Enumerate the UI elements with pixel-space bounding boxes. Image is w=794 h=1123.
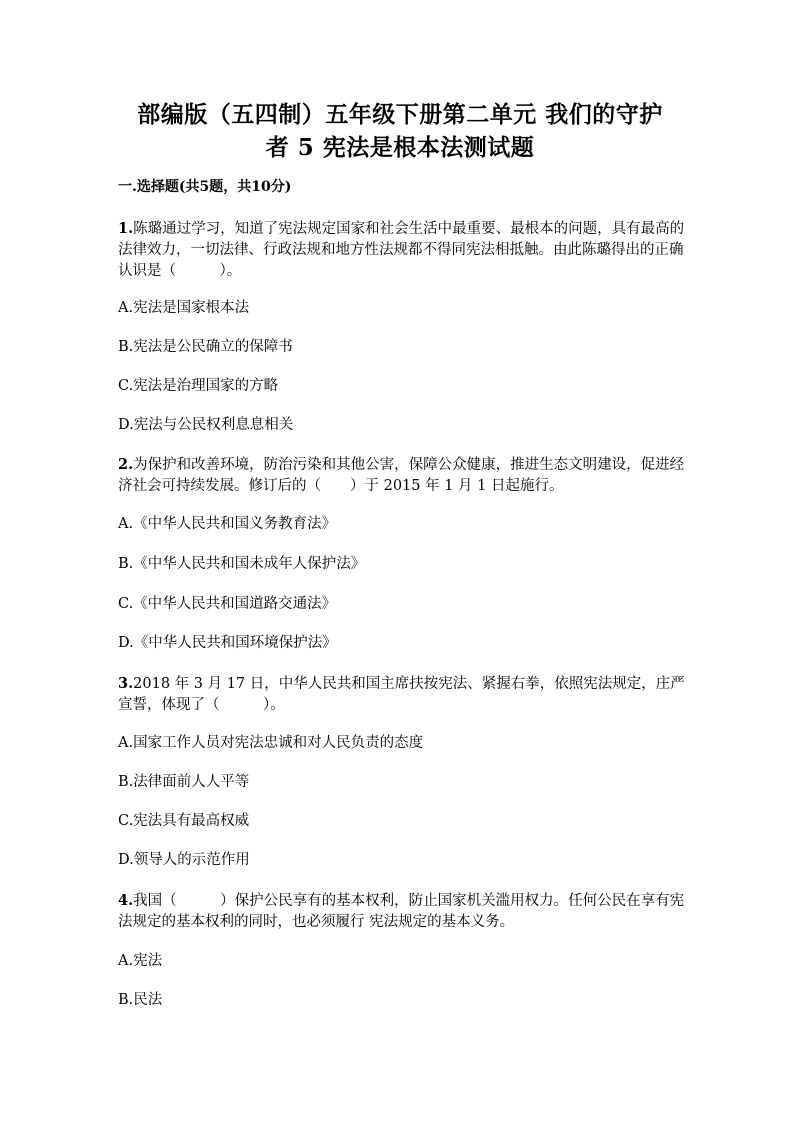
- title-line-1: 部编版（五四制）五年级下册第二单元 我们的守护: [137, 101, 663, 128]
- option-3a: A.国家工作人员对宪法忠诚和对人民负责的态度: [118, 735, 424, 751]
- option-4b: B.民法: [118, 992, 163, 1008]
- option-1d: D.宪法与公民权利息息相关: [118, 417, 294, 433]
- question-number: 1.: [118, 220, 134, 237]
- option-3d: D.领导人的示范作用: [118, 852, 250, 868]
- document-title: [100, 98, 700, 164]
- question-3: [118, 673, 686, 716]
- question-4: [118, 890, 686, 933]
- title-line-2: 者 5 宪法是根本法测试题: [265, 134, 535, 161]
- section-heading: 一.选择题(共5题，共10分): [118, 179, 292, 195]
- option-2d: D.《中华人民共和国环境保护法》: [118, 635, 337, 651]
- question-stem: 我国（ ）保护公民享有的基本权利，防止国家机关滥用权力。任何公民在享有宪法规定的基本权利的同时，也必须履行 宪法规定的基本义务。: [118, 893, 685, 930]
- question-stem: 陈璐通过学习，知道了宪法规定国家和社会生活中最重要、最根本的问题，具有最高的法律效力，一切法律、行政法规和地方性法规都不得同宪法相抵触。由此陈璐得出的正确认识是（ ）。: [118, 221, 685, 279]
- question-stem: 为保护和改善环境，防治污染和其他公害，保障公众健康，推进生态文明建设，促进经济社会可持续发展。修订后的（ ）于 2015 年 1 月 1 日起施行。: [118, 457, 685, 494]
- option-2a: A.《中华人民共和国义务教育法》: [118, 516, 337, 532]
- question-2: [118, 454, 686, 497]
- option-1a: A.宪法是国家根本法: [118, 300, 250, 316]
- question-stem: 2018 年 3 月 17 日，中华人民共和国主席扶按宪法、紧握右拳，依照宪法规定，庄严宣誓，体现了（ ）。: [118, 676, 685, 713]
- option-1b: B.宪法是公民确立的保障书: [118, 339, 293, 355]
- question-number: 3.: [118, 675, 134, 692]
- question-1: [118, 218, 686, 282]
- option-2b: B.《中华人民共和国未成年人保护法》: [118, 556, 366, 572]
- question-number: 4.: [118, 892, 134, 909]
- question-number: 2.: [118, 456, 134, 473]
- option-4a: A.宪法: [118, 953, 163, 969]
- option-3c: C.宪法具有最高权威: [118, 813, 250, 829]
- option-1c: C.宪法是治理国家的方略: [118, 378, 279, 394]
- option-3b: B.法律面前人人平等: [118, 774, 250, 790]
- option-2c: C.《中华人民共和国道路交通法》: [118, 596, 337, 612]
